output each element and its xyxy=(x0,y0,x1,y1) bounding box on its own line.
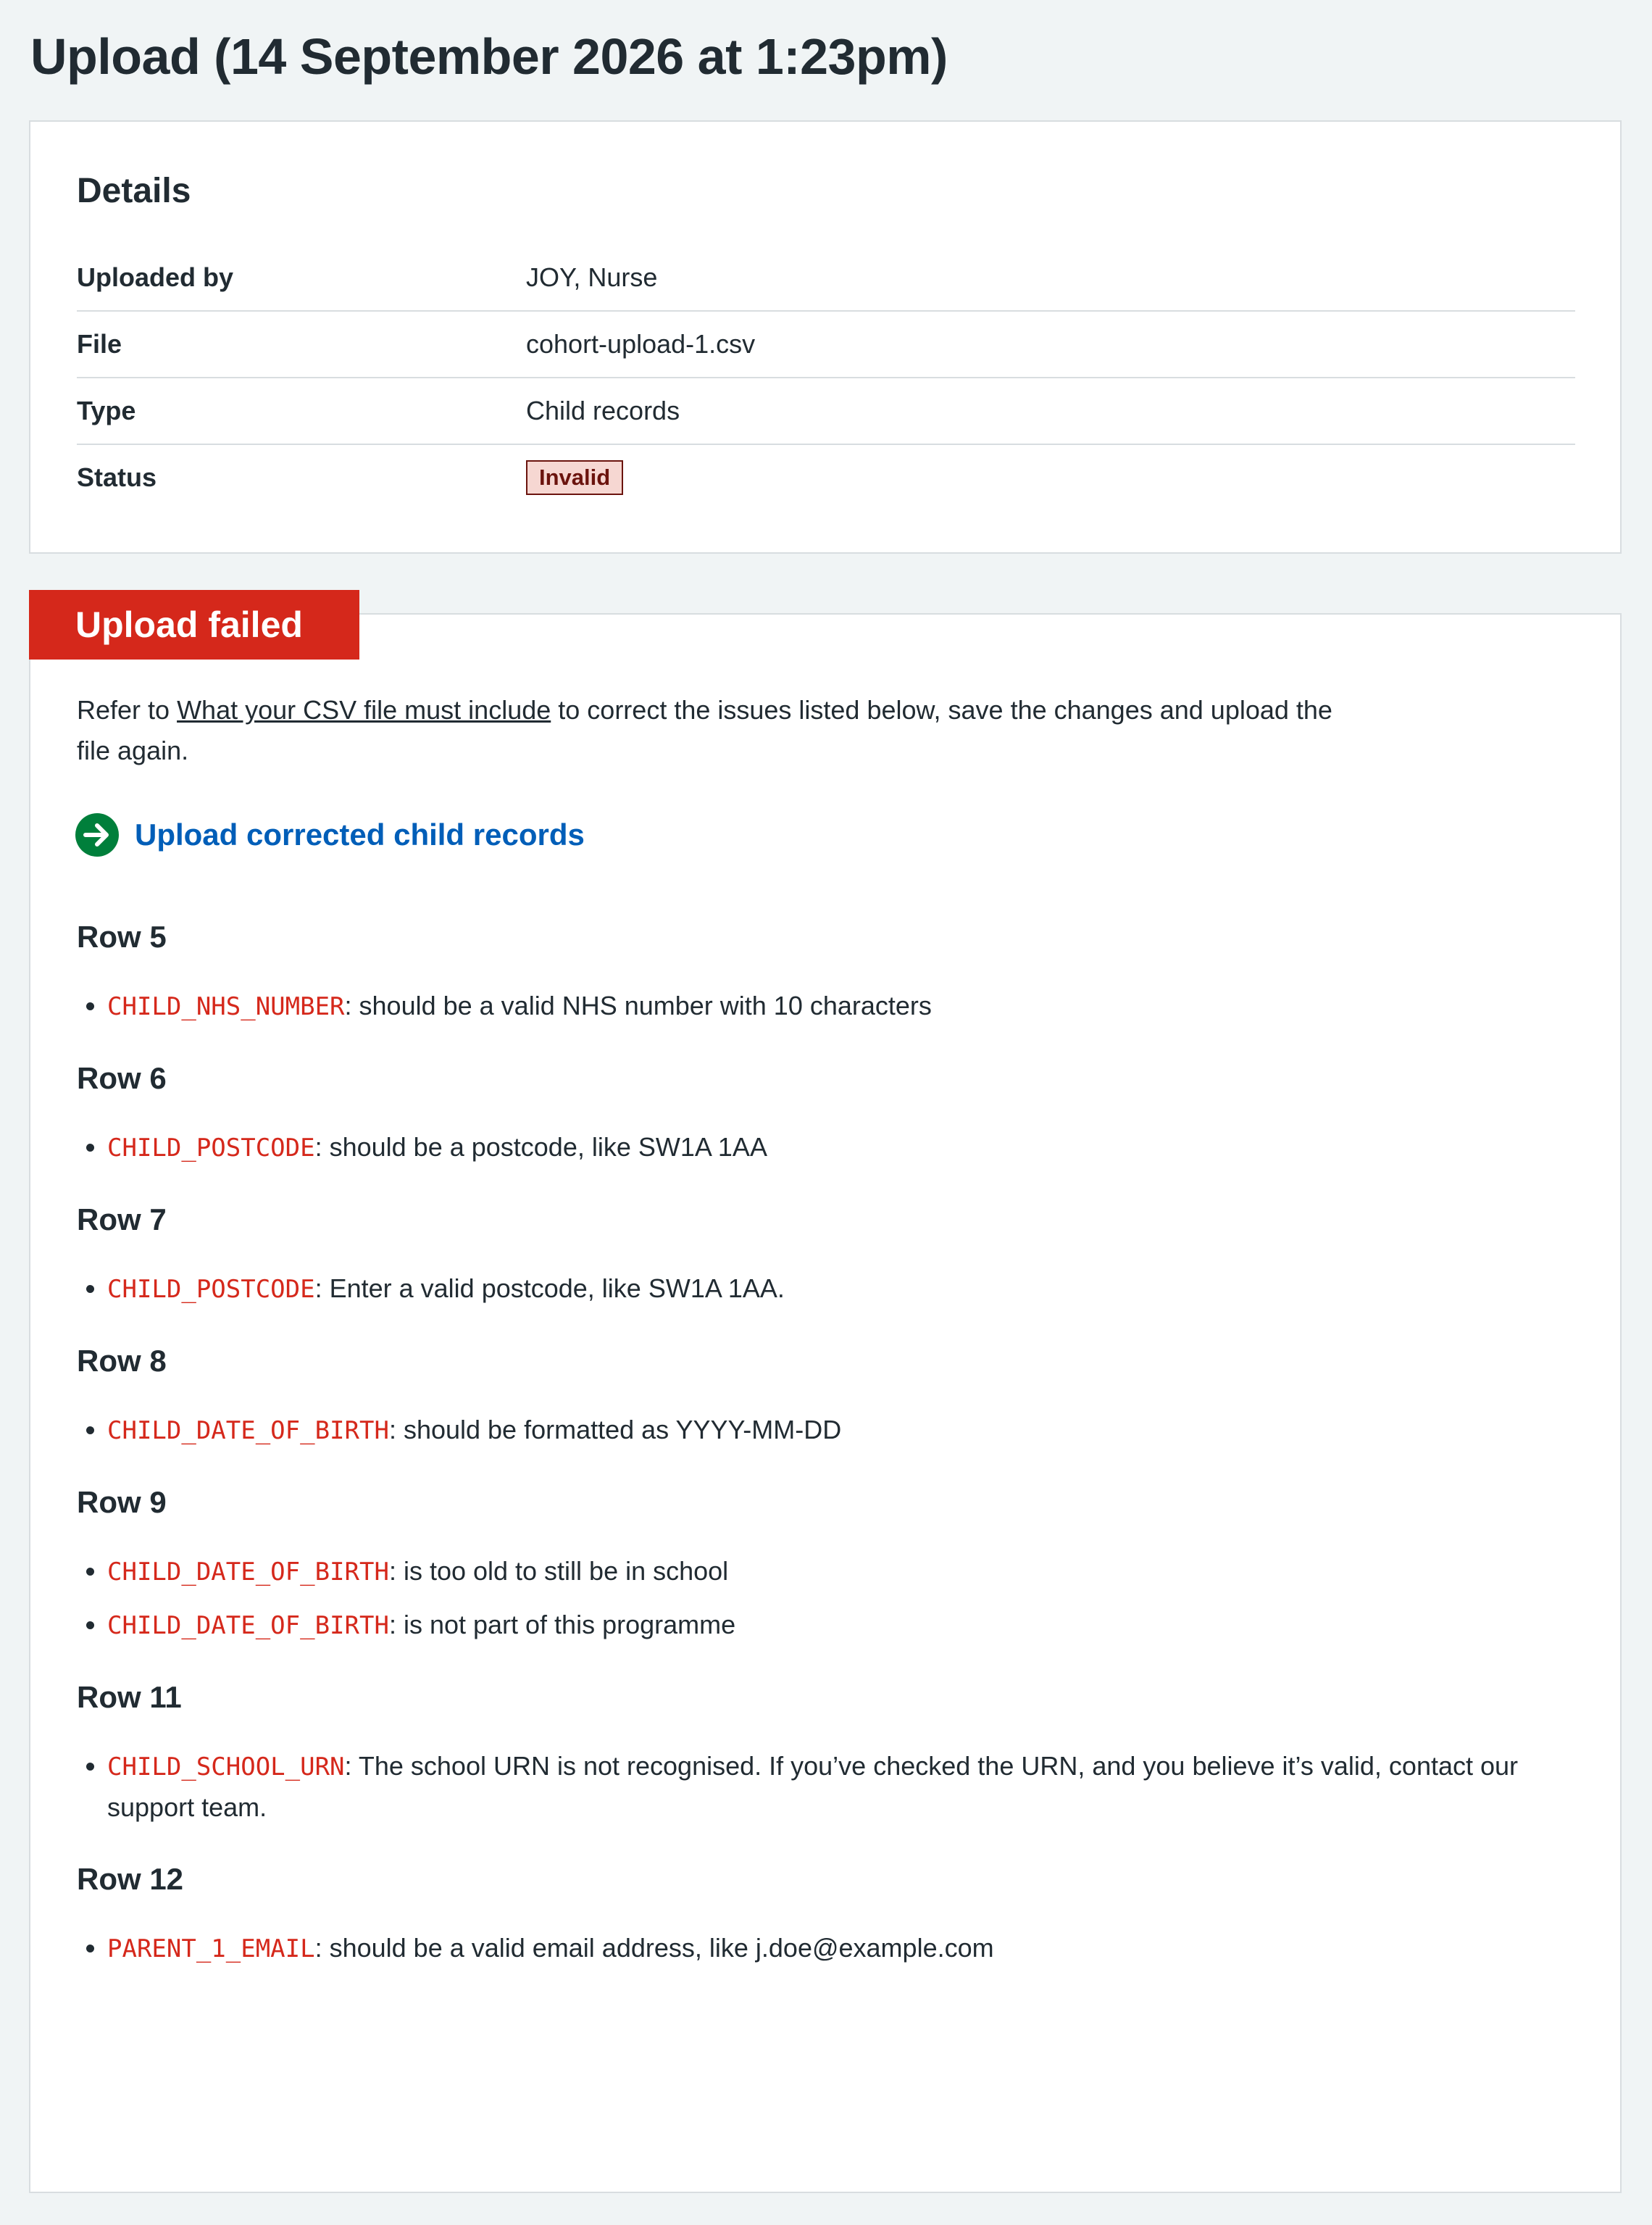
error-row-block xyxy=(77,1477,1575,1646)
error-list xyxy=(77,1410,1575,1451)
error-rows xyxy=(77,912,1575,1995)
field-code: PARENT_1_EMAIL xyxy=(107,1934,315,1963)
error-message: : should be a valid NHS number with 10 characters xyxy=(344,991,932,1020)
error-list xyxy=(77,1746,1575,1828)
error-message: : The school URN is not recognised. If you’ve checked the URN, and you believe it’s valid, contact our support team. xyxy=(107,1751,1519,1822)
arrow-right-circle-icon xyxy=(75,813,119,857)
summary-row-file xyxy=(77,312,1575,378)
field-code: CHILD_SCHOOL_URN xyxy=(107,1752,345,1781)
error-row-block xyxy=(77,1336,1575,1451)
row-heading: Row 8 xyxy=(77,1344,167,1378)
error-list xyxy=(77,986,1575,1027)
error-message: : should be formatted as YYYY-MM-DD xyxy=(388,1415,842,1444)
list-item xyxy=(107,1928,1575,1969)
row-heading: Row 11 xyxy=(77,1680,182,1714)
field-code: CHILD_DATE_OF_BIRTH xyxy=(107,1558,389,1586)
error-message: : should be a postcode, like SW1A 1AA xyxy=(314,1132,767,1162)
summary-row-status xyxy=(77,445,1575,510)
field-code: CHILD_POSTCODE xyxy=(107,1275,315,1304)
field-code: CHILD_NHS_NUMBER xyxy=(107,992,345,1021)
summary-row-uploaded-by xyxy=(77,245,1575,312)
details-heading: Details xyxy=(77,172,191,210)
error-list xyxy=(77,1551,1575,1646)
list-item xyxy=(107,1551,1575,1592)
error-message: : Enter a valid postcode, like SW1A 1AA. xyxy=(314,1273,785,1303)
row-heading: Row 5 xyxy=(77,920,167,954)
summary-value: cohort-upload-1.csv xyxy=(526,329,756,359)
upload-failed-banner: Upload failed xyxy=(29,590,359,660)
summary-value: Child records xyxy=(526,396,680,425)
intro-suffix: to correct the issues listed below, save the changes and upload the file again. xyxy=(77,695,1332,765)
action-link-label: Upload corrected child records xyxy=(135,818,585,852)
summary-value xyxy=(526,460,1575,495)
row-heading: Row 7 xyxy=(77,1202,167,1236)
field-code: CHILD_DATE_OF_BIRTH xyxy=(107,1416,389,1445)
list-item xyxy=(107,1410,1575,1451)
error-list xyxy=(77,1928,1575,1969)
error-message: : is too old to still be in school xyxy=(388,1556,729,1586)
summary-key: Status xyxy=(77,462,157,492)
error-message: : should be a valid email address, like j.doe@example.com xyxy=(314,1933,994,1963)
summary-value: JOY, Nurse xyxy=(526,262,658,292)
summary-row-type xyxy=(77,378,1575,445)
list-item xyxy=(107,1746,1575,1828)
error-list xyxy=(77,1127,1575,1168)
field-code: CHILD_DATE_OF_BIRTH xyxy=(107,1611,389,1640)
summary-key: File xyxy=(77,329,122,359)
summary-list xyxy=(77,245,1575,510)
summary-key: Uploaded by xyxy=(77,262,234,292)
summary-key: Type xyxy=(77,396,136,425)
details-card xyxy=(29,120,1622,554)
list-item xyxy=(107,986,1575,1027)
intro-prefix: Refer to xyxy=(77,695,178,725)
row-heading: Row 6 xyxy=(77,1061,167,1095)
intro-text xyxy=(77,690,1352,771)
list-item xyxy=(107,1127,1575,1168)
row-heading: Row 12 xyxy=(77,1862,184,1896)
error-row-block xyxy=(77,1194,1575,1310)
error-row-block xyxy=(77,912,1575,1027)
error-row-block xyxy=(77,1672,1575,1828)
error-list xyxy=(77,1268,1575,1310)
error-message: : is not part of this programme xyxy=(388,1610,736,1639)
list-item xyxy=(107,1268,1575,1310)
csv-requirements-link[interactable]: What your CSV file must include xyxy=(177,695,551,725)
page-title: Upload (14 September 2026 at 1:23pm) xyxy=(30,28,948,85)
error-row-block xyxy=(77,1854,1575,1969)
upload-corrected-records-link[interactable] xyxy=(75,813,585,857)
field-code: CHILD_POSTCODE xyxy=(107,1134,315,1163)
error-row-block xyxy=(77,1053,1575,1168)
upload-failed-card xyxy=(29,613,1622,2193)
row-heading: Row 9 xyxy=(77,1485,167,1519)
list-item xyxy=(107,1605,1575,1646)
status-badge: Invalid xyxy=(526,460,623,495)
